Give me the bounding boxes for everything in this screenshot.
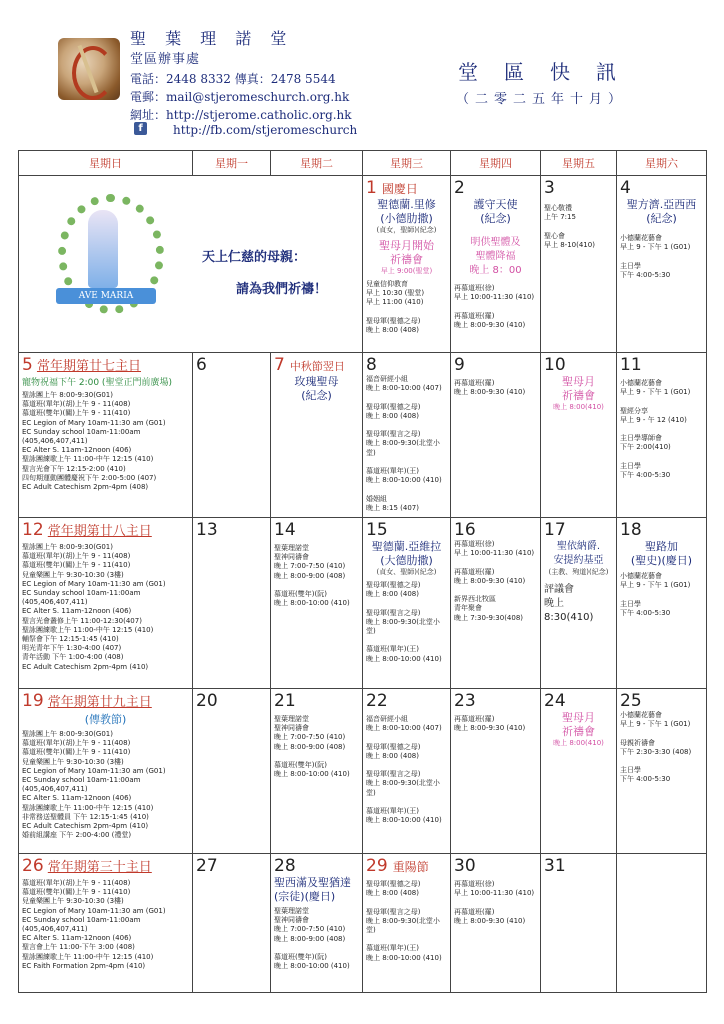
day-schedule: 小德蘭花藝會 早上 9 - 下午 1 (G01) 聖經分享 早上 9 - 午 12 (410) 主日學導師會 下午 2:00(410) 主日學 下午 4:00-5:30 [620,379,691,480]
feast-name: 護守天使 (紀念) [473,198,518,225]
day-number: 6 [196,355,207,375]
day-cell-21 [271,689,363,854]
feast-name: 聖路加 (聖史)(慶日) [630,540,693,567]
day-cell-7 [271,353,363,518]
day-number: 10 [544,355,566,375]
day-number: 14 [274,520,296,540]
day-cell-30 [451,854,541,993]
weekday-wed: 星期三 [363,151,451,176]
day-cell-20 [193,689,271,854]
sunday-header [22,520,189,540]
day-cell-10 [541,353,617,518]
day-number: 7 [274,355,285,375]
feast-name: 聖依納爵. 安提約基亞 [553,541,604,566]
pet-blessing-note: 寵物祝福下午 2:00 (聖堂正門前廣場) [22,378,172,388]
day-cell-16 [451,518,541,689]
rosary-prayer-event: 聖母月 祈禱會 [562,711,595,738]
day-number: 27 [196,856,218,876]
day-cell-4 [617,176,707,353]
day-schedule: 再慕道班(徐) 早上 10:00-11:30 (410) 再慕道班(羅) 晚上 8:00-9:30 (410) 新界西北牧區 青年聚會 晚上 7:30-9:30(408) [454,540,535,622]
day-schedule: 小德蘭花藝會 早上 9 - 下午 1 (G01) 主日學 下午 4:00-5:30 [620,234,691,279]
weekday-tue: 星期二 [271,151,363,176]
feast-name: 聖德蘭.里修 (小德肋撒) [377,198,436,225]
day-number: 31 [544,856,566,876]
day-number: 20 [196,691,218,711]
newsletter-title: 堂區快訊 [458,60,642,84]
day-schedule: 小德蘭花藝會 早上 9 - 下午 1 (G01) 主日學 下午 4:00-5:30 [620,572,691,617]
day-schedule: 慕道班(單年)(胡)上午 9 - 11(408) 慕道班(雙年)(關)上午 9 - 11(410) 兒童樂團上午 9:30-10:30 (3樓) EC Legion of Mary 10am-11:30 am (G01) EC Sunday school 10am-11:00am (405,406,407,411) EC Alter S. 11am-12noon (406) 聖言會上午 11:00-下午 3:00 (408) 聖詠團練歌上午 11:00-中午 12:15 (410) EC Faith Formation 2pm-4pm (410) [22,879,166,970]
day-number: 19 [22,691,44,711]
day-cell-27 [193,854,271,993]
prayer-line-1: 天上仁慈的母親： [202,250,307,265]
church-logo-icon [58,38,120,100]
mission-sunday-note: (傳教節) [84,713,127,726]
calendar-week-row [19,689,707,854]
day-schedule: 兒童信仰教育 早上 10:30 (聖堂) 早上 11:00 (410) 聖母軍(聖德之母) 晚上 8:00 (408) [366,280,425,335]
day-number: 30 [454,856,476,876]
day-title: 國慶日 [381,182,418,196]
ave-maria-ribbon: AVE MARIA [56,288,156,304]
sunday-header [22,856,189,876]
day-schedule: 聖詠團上午 8:00-9:30(G01) 慕道班(單年)(胡)上午 9 - 11(408) 慕道班(雙年)(關)上午 9 - 11(410) 兒童樂團上午 9:30-10:30 (3樓) EC Legion of Mary 10am-11:30 am (G01) EC Sunday school 10am-11:00am (405,406,407,411) EC Alter S. 11am-12noon (406) 聖詠團練歌上午 11:00-中午 12:15 (410) 非常務送聖體員 下午 12:15-1:45 (410) EC Adult Catechism 2pm-4pm (410) 婚前組講座 下午 2:00-4:00 (禮堂) [22,730,166,840]
calendar-week-row [19,353,707,518]
day-number: 15 [366,520,388,540]
day-number: 12 [22,520,44,540]
facebook-icon[interactable]: f [134,122,147,135]
day-title: 中秋節翌日 [289,360,345,373]
day-cell-5 [19,353,193,518]
rosary-prayer-time: 晚上 8:00(410) [553,739,604,747]
day-schedule: 再慕道班(羅) 晚上 8:00-9:30 (410) [454,379,526,397]
weekday-sun: 星期日 [19,151,193,176]
day-cell-14 [271,518,363,689]
day-number: 25 [620,691,642,711]
empty-day-cell [617,854,707,993]
weekday-mon: 星期一 [193,151,271,176]
day-schedule: 聖心敬禮 上午 7:15 聖心會 早上 8-10(410) [544,204,595,249]
day-cell-24 [541,689,617,854]
day-cell-12 [19,518,193,689]
sunday-title: 常年期第廿八主日 [47,524,152,539]
feast-subtitle: (貞女，聖師)(紀念) [376,226,437,234]
day-cell-13 [193,518,271,689]
email-address[interactable]: 電郵：mail@stjeromeschurch.org.hk [130,90,350,104]
day-cell-22 [363,689,451,854]
day-number: 24 [544,691,566,711]
october-calendar [18,150,707,993]
sunday-title: 常年期第廿七主日 [36,359,141,374]
day-number: 28 [274,856,296,876]
day-number: 2 [454,178,465,198]
feast-name: 玫瑰聖母 (紀念) [294,375,339,402]
day-cell-25 [617,689,707,854]
day-schedule: 聖葉理諾堂 聖神同禱會 晚上 7:00-7:50 (410) 晚上 8:00-9:00 (408) 慕道班(雙年)(阮) 晚上 8:00-10:00 (410) [274,544,350,608]
day-schedule: 聖母軍(聖德之母) 晚上 8:00 (408) 聖母軍(聖言之母) 晚上 8:00-9:30(北堂小堂) 慕道班(單年)(王) 晚上 8:00-10:00 (410) [366,581,442,663]
day-schedule: 再慕道班(徐) 早上 10:00-11:30 (410) 再慕道班(羅) 晚上 8:00-9:30 (410) [454,880,535,925]
day-schedule: 聖詠團上午 8:00-9:30(G01) 慕道班(單年)(胡)上午 9 - 11(408) 慕道班(雙年)(關)上午 9 - 11(410) EC Legion of Mary 10am-11:30 am (G01) EC Sunday school 10am-11:00am (405,406,407,411) EC Alter S. 11am-12noon (406) 聖詠團練歌上午 11:00-中午 12:15 (410) 聖言光會下午 12:15-2:00 (410) 四旬期運動團體慶祝下午 2:00-5:00 (407) EC Adult Catechism 2pm-4pm (408) [22,391,166,492]
sunday-header [22,691,189,711]
weekday-thu: 星期四 [451,151,541,176]
rosary-prayer-event: 聖母月 祈禱會 [562,375,595,402]
day-number: 1 [366,178,377,198]
calendar-week-row [19,518,707,689]
calendar-week-row [19,176,707,353]
day-schedule: 再慕道班(羅) 晚上 8:00-9:30 (410) [454,715,526,733]
day-title: 重陽節 [392,860,429,874]
sunday-header [22,355,189,375]
day-schedule: 再慕道班(徐) 早上 10:00-11:30 (410) 再慕道班(羅) 晚上 8:00-9:30 (410) [454,284,535,329]
day-cell-29 [363,854,451,993]
day-cell-11 [617,353,707,518]
church-name: 聖 葉 理 諾 堂 [130,29,294,48]
weekday-header-row [19,151,707,176]
day-cell-26 [19,854,193,993]
day-number: 16 [454,520,476,540]
sunday-title: 常年期第廿九主日 [47,695,152,710]
feast-subtitle: (主教、殉道)(紀念) [548,568,609,576]
newsletter-header [0,0,724,150]
day-number: 4 [620,178,631,198]
day-number: 29 [366,856,388,876]
day-cell-28 [271,854,363,993]
day-cell-17 [541,518,617,689]
day-schedule: 聖母軍(聖德之母) 晚上 8:00 (408) 聖母軍(聖言之母) 晚上 8:00-9:30(北堂小堂) 慕道班(單年)(王) 晚上 8:00-10:00 (410) [366,880,442,962]
ave-maria-intro-cell [19,176,363,353]
adoration-event: 明供聖體及 聖體降福 晚上 8：00 [469,237,522,276]
day-schedule: 福音研經小組 晚上 8:00-10:00 (407) 聖母軍(聖德之母) 晚上 8:00 (408) 聖母軍(聖言之母) 晚上 8:00-9:30(北堂小堂) 慕道班(單年)(王) 晚上 8:00-10:00 (410) [366,715,442,825]
day-schedule: 小德蘭花藝會 早上 9 - 下午 1 (G01) 母親祈禱會 下午 2:30-3:30 (408) 主日學 下午 4:00-5:30 [620,711,692,784]
day-number: 22 [366,691,388,711]
day-number: 17 [544,520,566,540]
feast-name: 聖德蘭.亞維拉 (大德肋撒) [371,540,442,567]
feast-subtitle: (貞女、聖師)(紀念) [376,568,437,576]
feast-name: 聖西滿及聖猶達 (宗徒)(慶日) [274,876,351,903]
day-cell-1 [363,176,451,353]
day-schedule: 聖葉理諾堂 聖神同禱會 晚上 7:00-7:50 (410) 晚上 8:00-9:00 (408) 慕道班(雙年)(阮) 晚上 8:00-10:00 (410) [274,715,350,779]
day-cell-8 [363,353,451,518]
day-schedule: 福音研經小組 晚上 8:00-10:00 (407) 聖母軍(聖德之母) 晚上 8:00 (408) 聖母軍(聖言之母) 晚上 8:00-9:30(北堂小堂) 慕道班(單年)(王) 晚上 8:00-10:00 (410) 婚姻組 晚上 8:15 (407) [366,375,442,512]
day-number: 18 [620,520,642,540]
newsletter-date: （二零二五年十月） [456,92,628,107]
day-cell-31 [541,854,617,993]
day-number: 3 [544,178,555,198]
day-number: 21 [274,691,296,711]
calendar-week-row [19,854,707,993]
day-cell-15 [363,518,451,689]
day-cell-3 [541,176,617,353]
day-cell-9 [451,353,541,518]
facebook-url[interactable]: http://fb.com/stjeromeschurch [173,123,358,137]
day-cell-18 [617,518,707,689]
day-cell-23 [451,689,541,854]
virgin-mary-icon [88,210,118,288]
day-number: 9 [454,355,465,375]
rosary-prayer-time: 早上 9:00(聖堂) [380,267,433,275]
weekday-fri: 星期五 [541,151,617,176]
day-number: 13 [196,520,218,540]
day-cell-2 [451,176,541,353]
website-url[interactable]: 網址：http://stjerome.catholic.org.hk [130,108,352,122]
day-cell-19 [19,689,193,854]
day-cell-6 [193,353,271,518]
council-meeting: 評議會 晚上 8:30(410) [544,584,594,623]
day-number: 26 [22,856,44,876]
day-number: 5 [22,355,33,375]
sunday-title: 常年期第三十主日 [47,860,152,875]
rosary-prayer-time: 晚上 8:00(410) [553,403,604,411]
day-number: 11 [620,355,642,375]
parish-office: 堂區辦事處 [130,52,201,67]
weekday-sat: 星期六 [617,151,707,176]
rosary-prayer-event: 聖母月開始 祈禱會 [379,239,434,266]
day-number: 23 [454,691,476,711]
day-schedule: 聖詠團上午 8:00-9:30(G01) 慕道班(單年)(胡)上午 9 - 11(408) 慕道班(雙年)(關)上午 9 - 11(410) 兒童樂團上午 9:30-10:30 (3樓) EC Legion of Mary 10am-11:30 am (G01) EC Sunday school 10am-11:00am (405,406,407,411) EC Alter S. 11am-12noon (406) 聖言光會叢修上午 11:00-12:30(407) 聖詠團練歌上午 11:00-中午 12:15 (410) 輔祭會下午 12:15-1:45 (410) 明光青年下午 1:30-4:00 (407) 青年活動 下午 1:00-4:00 (408) EC Adult Catechism 2pm-4pm (410) [22,543,166,671]
feast-name: 聖方濟.亞西西 (紀念) [626,198,697,225]
prayer-line-2: 請為我們祈禱！ [236,282,328,297]
day-number: 8 [366,355,377,375]
phone-fax: 電話：2448 8332 傳真：2478 5544 [130,72,336,86]
day-schedule: 聖葉理諾堂 聖神同禱會 晚上 7:00-7:50 (410) 晚上 8:00-9:00 (408) 慕道班(雙年)(阮) 晚上 8:00-10:00 (410) [274,907,350,971]
